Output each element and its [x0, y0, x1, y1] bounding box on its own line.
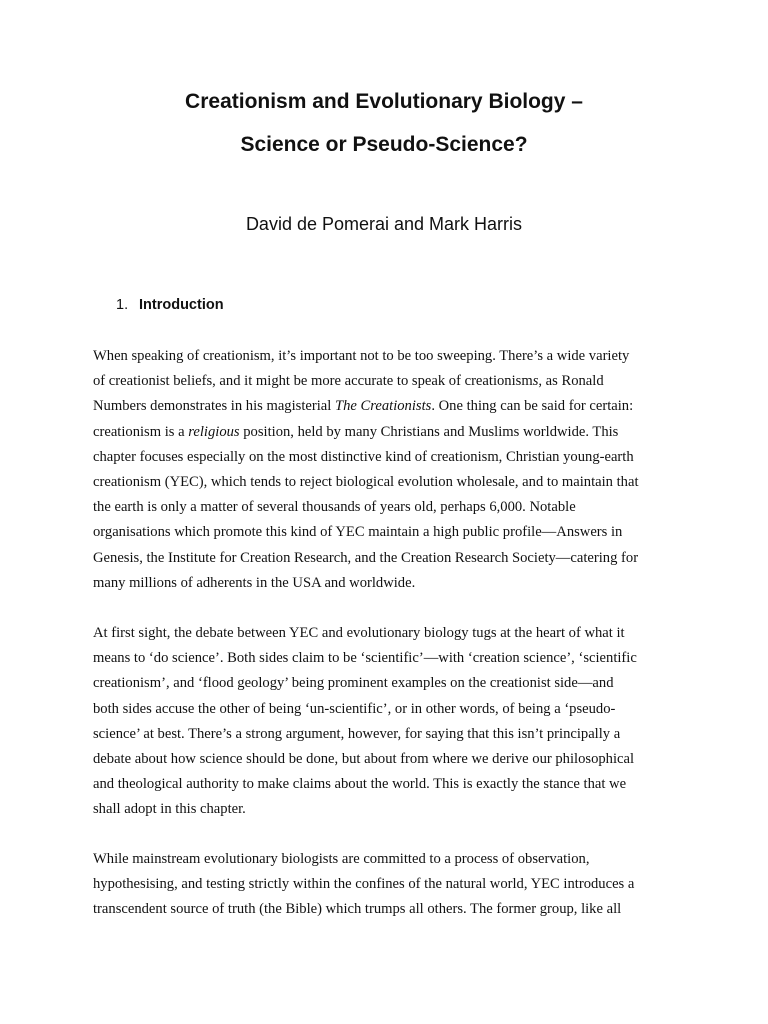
paragraph-line: both sides accuse the other of being ‘un-scientific’, or in other words, of being a ‘pseudo- — [93, 700, 616, 717]
paragraph-2 — [93, 621, 683, 823]
paragraph-line: shall adopt in this chapter. — [93, 801, 246, 818]
paragraph-line: creationism (YEC), which tends to reject biological evolution wholesale, and to maintain that — [93, 474, 639, 491]
paragraph-line: science’ at best. There’s a strong argument, however, for saying that this isn’t principally a — [93, 725, 621, 742]
text-run: Numbers demonstrates in his magisterial — [93, 398, 335, 415]
paragraph-line: debate about how science should be done, but about from where we derive our philosophical — [93, 751, 635, 768]
text-run: , as Ronald — [538, 373, 604, 390]
section-title: Introduction — [139, 297, 224, 313]
book-title-emphasis: The Creationists — [334, 398, 432, 415]
paragraph-line: organisations which promote this kind of YEC maintain a high public profile—Answers in — [93, 524, 623, 541]
document-title-line-1: Creationism and Evolutionary Biology – — [185, 90, 583, 113]
text-run: . One thing can be said for certain: — [431, 398, 634, 415]
paragraph-line: Genesis, the Institute for Creation Research, and the Creation Research Society—catering for — [93, 549, 639, 566]
paragraph-line: At first sight, the debate between YEC and evolutionary biology tugs at the heart of what it — [93, 625, 625, 641]
paragraph-line — [93, 369, 683, 394]
paragraph-line: hypothesising, and testing strictly within the confines of the natural world, YEC introduces a — [93, 876, 635, 893]
paragraph-line: means to ‘do science’. Both sides claim to be ‘scientific’—with ‘creation science’, ‘scientific — [93, 650, 637, 667]
paragraph-line: While mainstream evolutionary biologists are committed to a process of observation, — [93, 851, 590, 867]
text-run: position, held by many Christians and Muslims worldwide. This — [239, 423, 619, 440]
emphasis-text: religious — [188, 423, 240, 440]
document-title-line-2: Science or Pseudo-Science? — [240, 133, 528, 156]
document-authors: David de Pomerai and Mark Harris — [245, 214, 523, 234]
emphasis-text: s — [532, 373, 539, 390]
paragraph-1 — [93, 344, 683, 596]
paragraph-line: transcendent source of truth (the Bible) which trumps all others. The former group, like all — [93, 901, 622, 918]
paragraph-line: and theological authority to make claims about the world. This is exactly the stance that we — [93, 776, 627, 793]
paragraph-3 — [93, 847, 683, 923]
paragraph-line: When speaking of creationism, it’s important not to be too sweeping. There’s a wide variety — [93, 348, 630, 364]
paragraph-line: many millions of adherents in the USA and worldwide. — [93, 574, 416, 591]
text-run: of creationist beliefs, and it might be more accurate to speak of creationism — [93, 373, 533, 390]
paragraph-line: the earth is only a matter of several thousands of years old, perhaps 6,000. Notable — [93, 499, 576, 516]
paragraph-line — [93, 420, 683, 445]
paragraph-line: chapter focuses especially on the most distinctive kind of creationism, Christian young-earth — [93, 448, 634, 465]
text-run: creationism is a — [93, 423, 189, 440]
section-number: 1. — [116, 297, 129, 313]
paragraph-line — [93, 394, 683, 419]
section-heading — [116, 296, 224, 314]
paragraph-line: creationism’, and ‘flood geology’ being prominent examples on the creationist side—and — [93, 675, 614, 692]
